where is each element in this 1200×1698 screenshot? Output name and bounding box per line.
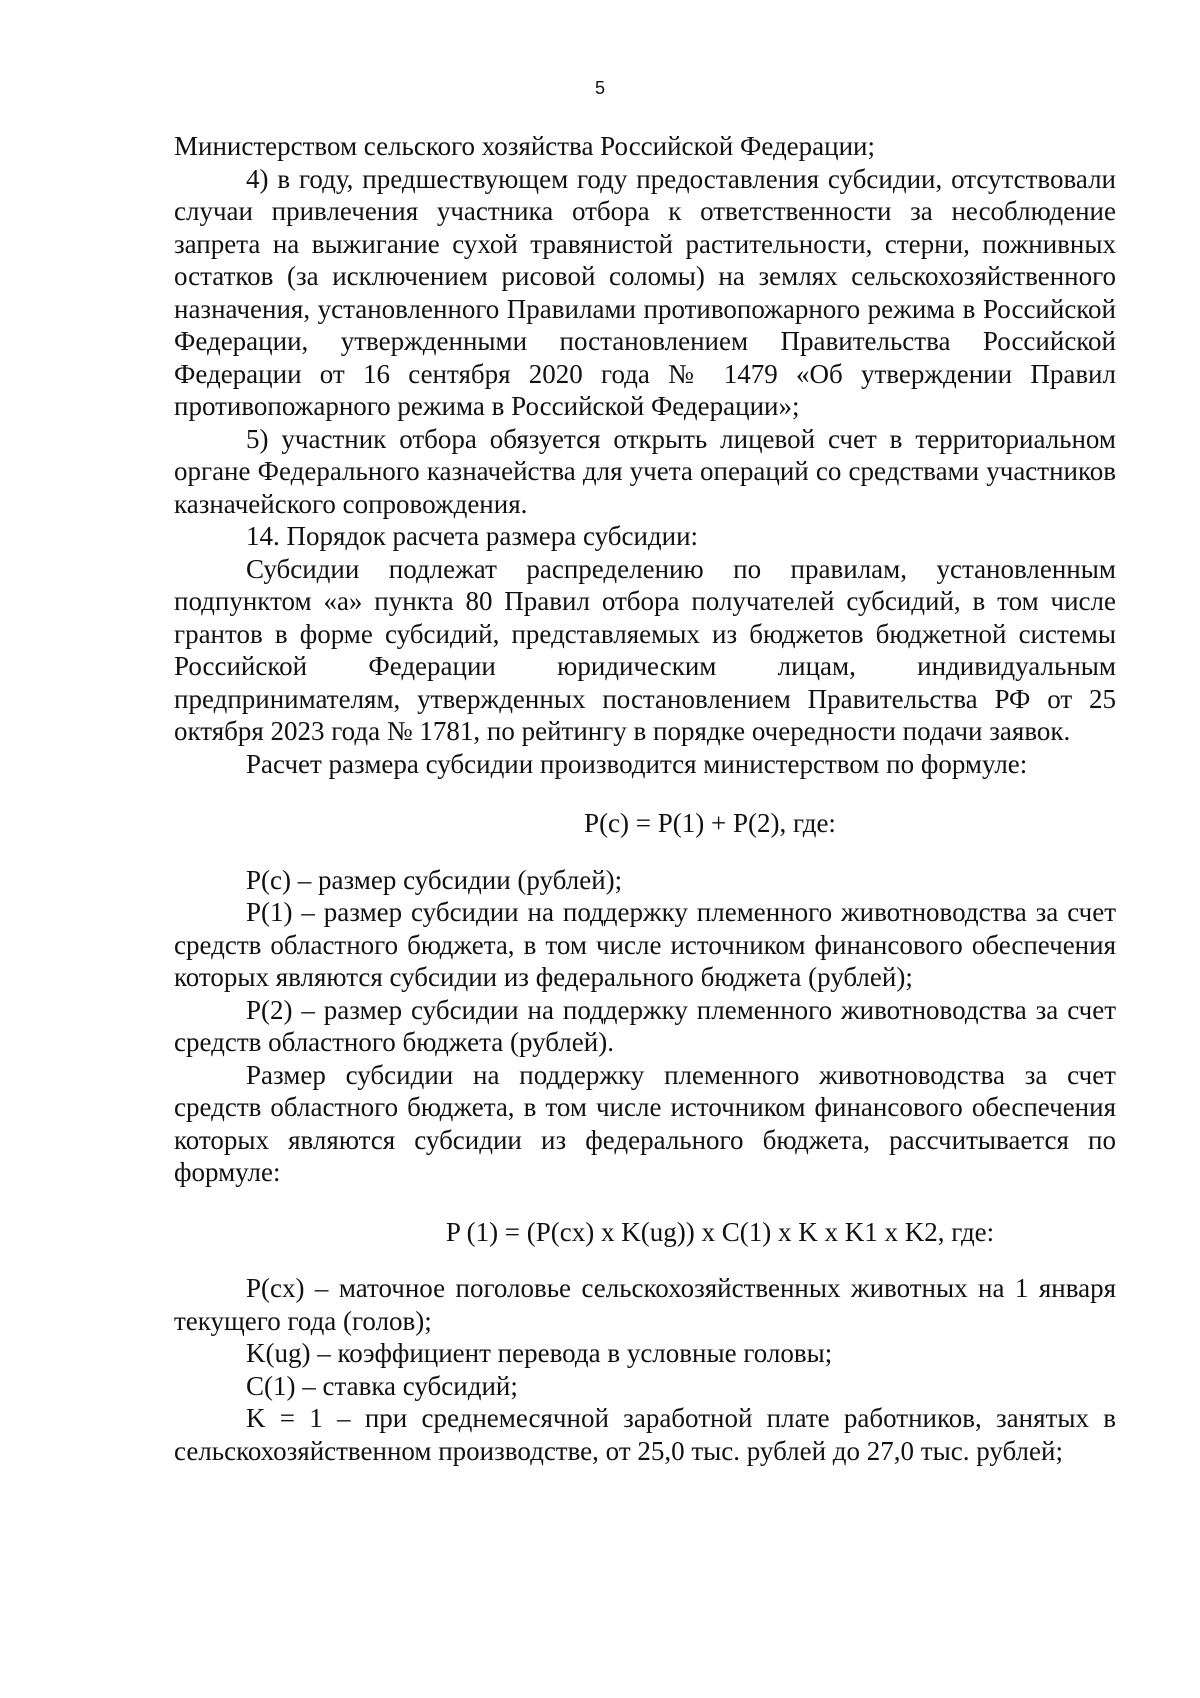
paragraph-p1-intro: Размер субсидии на поддержку племенного животноводства за счет средств областного бюджета, в том числе источником финансового обеспечения которых являются субсидии из федерального бюджета, рассчитывается по формуле:: [174, 1059, 1116, 1187]
paragraph-distribution-rules: Субсидии подлежат распределению по правилам, установленным подпунктом «а» пункта 80 Правил отбора получателей субсидий, в том числе грантов в форме субсидий, представляемых из бюджетов бюджетной системы Российской Федерации юридическим лицам, индивидуальным предпринимателям, утвержденных постановлением Правительства РФ от 25 октября 2023 года № 1781, по рейтингу в порядке очередности подачи заявок.: [174, 553, 1116, 746]
definition-pc: P(c) – размер субсидии (рублей);: [246, 864, 623, 895]
formula-p1: P (1) = (P(cx) x K(ug)) x C(1) x K x K1 x K2, где:: [445, 1216, 995, 1247]
paragraph-item-4: 4) в году, предшествующем году предоставления субсидии, отсутствовали случаи привлечения участника отбора к ответственности за несоблюдение запрета на выжигание сухой травянистой растительности, стерни, пожнивных остатков (за исключением рисовой соломы) на землях сельскохозяйственного назначения, установленного Правилами противопожарного режима в Российской Федерации, утвержденными постановлением Правительства Российской Федерации от 16 сентября 2020 года № 1479 «Об утверждении Правил противопожарного режима в Российской Федерации»;: [174, 163, 1116, 421]
paragraph-calculation-intro: Расчет размера субсидии производится министерством по формуле:: [246, 748, 1028, 779]
definition-pcx: P(cx) – маточное поголовье сельскохозяйственных животных на 1 января текущего года (голов);: [174, 1273, 1116, 1336]
definition-p2: P(2) – размер субсидии на поддержку племенного животноводства за счет средств областного бюджета (рублей).: [174, 994, 1116, 1057]
section-heading-14: 14. Порядок расчета размера субсидии:: [246, 521, 699, 551]
page-number: 5: [594, 78, 605, 98]
formula-total-subsidy: P(c) = P(1) + P(2), где:: [584, 808, 836, 838]
definition-p1: P(1) – размер субсидии на поддержку племенного животноводства за счет средств областного бюджета, в том числе источником финансового обеспечения которых являются субсидии из федерального бюджета (рублей);: [174, 897, 1116, 992]
definition-kug: K(ug) – коэффициент перевода в условные головы;: [246, 1338, 833, 1368]
definition-k: K = 1 – при среднемесячной заработной плате работников, занятых в сельскохозяйственном производстве, от 25,0 тыс. рублей до 27,0 тыс. рублей;: [174, 1403, 1116, 1466]
definition-c1: C(1) – ставка субсидий;: [246, 1370, 518, 1401]
page-body: [174, 130, 1116, 1467]
paragraph-ministry-tail: Министерством сельского хозяйства Российской Федерации;: [174, 131, 875, 161]
paragraph-item-5: 5) участник отбора обязуется открыть лицевой счет в территориальном органе Федерального казначейства для учета операций со средствами участников казначейского сопровождения.: [174, 423, 1116, 519]
